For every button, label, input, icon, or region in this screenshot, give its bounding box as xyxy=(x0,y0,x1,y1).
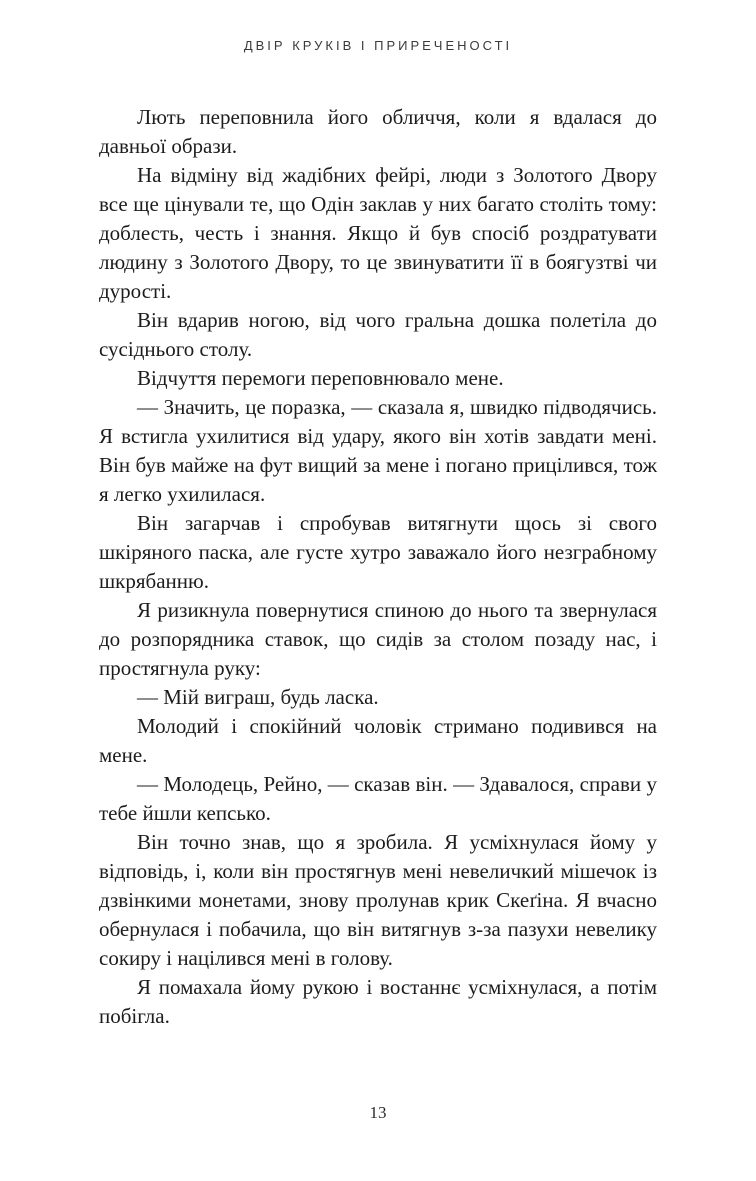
paragraph: — Мій виграш, будь ласка. xyxy=(137,685,379,709)
paragraph: На відміну від жадібних фейрі, люди з Золотого Двору все ще цінували те, що Одін заклав у них багато століть тому: доблесть, честь і знання. Якщо й був спосіб роздратувати людину з Золотого Двору, то це звинуватити її в боягузтві чи дурості. xyxy=(99,163,657,303)
body-text xyxy=(99,103,657,1031)
paragraph: Відчуття перемоги переповнювало мене. xyxy=(137,366,504,390)
paragraph: Я помахала йому рукою і востаннє усміхнулася, а потім побігла. xyxy=(99,975,657,1028)
paragraph: Він загарчав і спробував витягнути щось зі свого шкіряного паска, але густе хутро заважало його незграбному шкрябанню. xyxy=(99,511,657,593)
running-head: ДВІР КРУКІВ І ПРИРЕЧЕНОСТІ xyxy=(243,38,513,53)
page-number: 13 xyxy=(369,1103,387,1122)
paragraph: — Молодець, Рейно, — сказав він. — Здавалося, справи у тебе йшли кепсько. xyxy=(99,772,657,825)
paragraph: Я ризикнула повернутися спиною до нього та звернулася до розпорядника ставок, що сидів за столом позаду нас, і простягнула руку: xyxy=(99,598,657,680)
paragraph: Він точно знав, що я зробила. Я усміхнулася йому у відповідь, і, коли він простягнув мені невеличкий мішечок із дзвінкими монетами, знову пролунав крик Скеґіна. Я вчасно обернулася і побачила, що він витягнув з-за пазухи невелику сокиру і націлився мені в голову. xyxy=(99,830,657,970)
paragraph: Молодий і спокійний чоловік стримано подивився на мене. xyxy=(99,714,657,767)
paragraph: — Значить, це поразка, — сказала я, швидко підводячись. Я встигла ухилитися від удару, якого він хотів завдати мені. Він був майже на фут вищий за мене і погано прицілився, тож я легко ухилилася. xyxy=(99,395,657,506)
paragraph: Він вдарив ногою, від чого гральна дошка полетіла до сусіднього столу. xyxy=(99,308,657,361)
paragraph: Лють переповнила його обличчя, коли я вдалася до давньої образи. xyxy=(99,105,657,158)
